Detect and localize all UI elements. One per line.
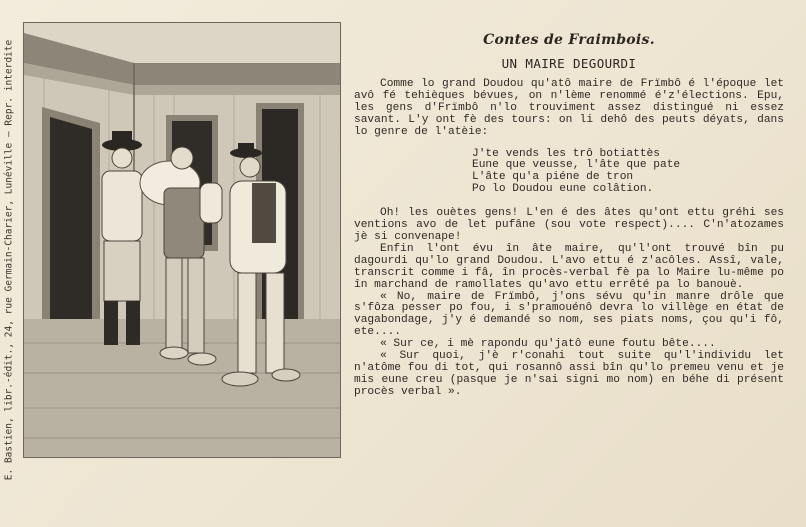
- publisher-credit: E. Bastien, libr.-édit., 24, rue Germain-Charier, Lunéville — Repr. interdite: [3, 39, 15, 481]
- story-body: [354, 79, 784, 399]
- paragraph: Oh! les ouètes gens! L'en é des âtes qu'ont ettu gréhi ses ventions avo de let pufâne (sou vote respect).... C'n'atozames jè si convenape!: [354, 207, 784, 243]
- paragraph: Enfin l'ont évu în âte maire, qu'l'ont trouvé bîn pu dagourdi qu'lo grand Doudou. L'avo ettu é z'acôles. Assî, vale, transcrit comme i fâ, în procès-verbal fè pa lo Maire lu-même po în marchand de ramollates qu'avo ettu errêté pa lo banouè.: [354, 242, 784, 291]
- paragraph: « Sur ce, i mè rapondu qu'jatô eune foutu bête....: [380, 338, 716, 351]
- story-text: [354, 32, 784, 472]
- verse: [472, 149, 784, 197]
- paragraph: « Sur quoi, j'è r'conahi tout suite qu'l'individu let n'atôme fou di tot, qui rosannô assi bîn qu'lo premeu venu et je mis eune creu (pasque je n'sai signi mo nom) en béhe di présent procès verbal ».: [354, 350, 784, 398]
- verse-line: Eune que veusse, l'âte que pate: [472, 159, 681, 172]
- verse-line: L'âte qu'a piéne de tron: [472, 171, 634, 184]
- illustration: [23, 22, 341, 458]
- paragraph: Comme lo grand Doudou qu'atô maire de Frïmbô é l'époque let avô fé tehièques bévues, on n'lème renommé é'z'élections. Epu, les gens d'Frïmbô n'lo trouviment assez distingué ni essez savant. L'y ont fè des tours: on li dehô des peuts déyats, dans lo genre de l'atèie:: [354, 78, 784, 138]
- story-title: UN MAIRE DEGOURDI: [501, 56, 637, 71]
- verse-line: Po lo Doudou eune colâtion.: [472, 183, 654, 196]
- paragraph: « No, maire de Frïmbô, j'ons sévu qu'in manre drôle que s'fôza pesser po fou, i s'pramouénô devra lo villège en état de vagabondage, j'y é demandé so nom, ses piats noms, çou qu'i fô, ete....: [354, 290, 784, 339]
- verse-line: J'te vends les trô botiattès: [472, 147, 660, 160]
- page-title: Contes de Fraimbois.: [483, 32, 655, 48]
